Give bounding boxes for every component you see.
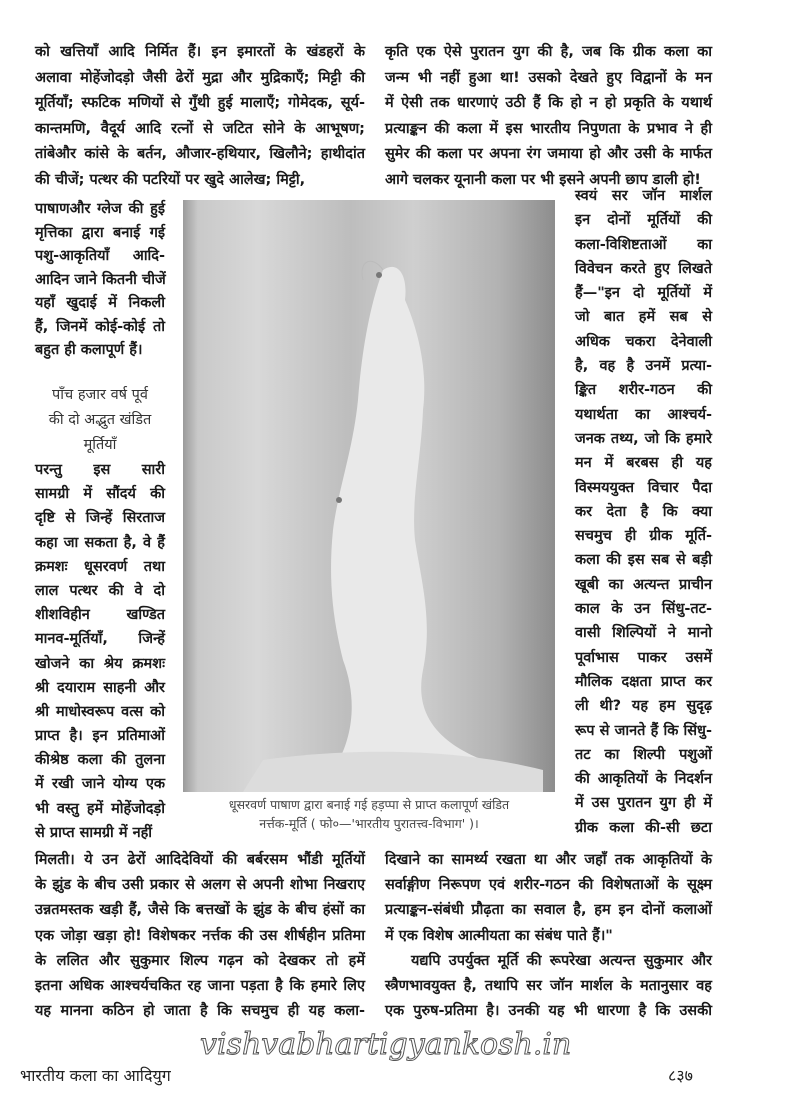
text-line: यद्यपि उपर्युक्त मूर्ति की रूपरेखा अत्यन्त सुकुमार और <box>411 953 712 969</box>
text-line: श्री माधोस्वरूप वत्स को <box>35 703 165 720</box>
text-line: कहा जा सकता है, वे हैं <box>35 534 165 551</box>
text-line: में ऐसी तक धारणाएं उठी हैं कि हो न हो प्रकृति के यथार्थ <box>385 95 712 111</box>
text-line: को खत्तियाँ आदि निर्मित हैं। इन इमारतों के खंडहरों के <box>35 44 365 60</box>
text-line: पाषाणऔर ग्लेज की हुई <box>35 201 165 217</box>
text-line: मूर्तियाँ <box>83 437 117 453</box>
text-line: मानव-मूर्तियाँ, जिन्हें <box>35 631 165 648</box>
text-line: खूबी का अत्यन्त प्राचीन <box>575 576 712 593</box>
paragraph-bottom-left <box>35 848 365 1024</box>
paragraph-bottom-right-1 <box>385 848 712 949</box>
text-line: में रखी जाने योग्य एक <box>35 776 165 793</box>
text-line: हैं—"इन दो मूर्तियों में <box>575 285 712 302</box>
text-line: में एक विशेष आत्मीयता का संबंध पाते हैं।" <box>385 927 613 944</box>
text-line: कला की इस सब से बड़ी <box>575 552 712 569</box>
text-line: मौलिक दक्षता प्राप्त कर <box>575 673 712 690</box>
text-line: मिलती। ये उन ढेरों आदिदेवियों की बर्बरसम भौंडी मूर्तियों <box>35 852 365 868</box>
text-line: कर देता है कि क्या <box>575 503 712 520</box>
text-line: इतना अधिक आश्चर्यचकित रह जाना पड़ता है कि हमारे लिए <box>35 977 365 994</box>
text-line: पूर्वाभास पाकर उसमें <box>575 649 712 666</box>
text-line: परन्तु इस सारी <box>35 462 165 478</box>
text-line: अधिक चकरा देनेवाली <box>575 333 712 350</box>
text-line: कीश्रेष्ठ कला की तुलना <box>35 752 165 769</box>
text-line: की चीजें; पत्थर की पटरियों पर खुदे आलेख; मिट्टी, <box>35 171 306 188</box>
text-line: क्रमशः धूसरवर्ण तथा <box>35 558 165 575</box>
paragraph-left-narrow-2 <box>35 458 165 845</box>
text-line: प्राप्त है। इन प्रतिमाओं <box>35 728 165 745</box>
caption-line: नर्त्तक-मूर्ति ( फो०—'भारतीय पुरातत्त्व-विभाग' )। <box>259 816 479 831</box>
paragraph-left-narrow-1 <box>35 198 165 363</box>
text-line: विस्मययुक्त विचार पैदा <box>575 479 712 496</box>
text-line: मन में बरबस ही यह <box>575 455 712 472</box>
text-line: श्री दयाराम साहनी और <box>35 679 165 696</box>
text-line: सामग्री में सौंदर्य की <box>35 486 165 503</box>
paragraph-top-left <box>35 40 365 193</box>
text-line: सुमेर की कला पर अपना रंग जमाया हो और उसी के मार्फत <box>385 146 712 162</box>
text-line: दिखाने का सामर्थ्य रखता था और जहाँ तक आकृतियों के <box>385 852 712 868</box>
text-line: ग्रीक कला की-सी छटा <box>575 819 712 836</box>
text-line: हैं, जिनमें कोई-कोई तो <box>35 318 165 335</box>
text-line: स्त्रैणभावयुक्त है, तथापि सर जॉन मार्शल के मतानुसार वह <box>385 978 712 995</box>
text-line: सचमुच ही ग्रीक मूर्ति- <box>575 528 712 545</box>
text-line: पाँच हजार वर्ष पूर्व <box>52 387 148 403</box>
text-line: प्रत्याङ्कन-संबंधी प्रौढ़ता का सवाल है, हम इन दोनों कलाओं <box>385 902 712 919</box>
section-heading <box>35 383 165 458</box>
text-line: आगे चलकर यूनानी कला पर भी इसने अपनी छाप डाली हो! <box>385 171 701 188</box>
text-line: खोजने का श्रेय क्रमशः <box>35 655 165 672</box>
text-line: अलावा मोहेंजोदड़ो जैसी ढेरों मुद्रा और मुद्रिकाएँ; मिट्टी की <box>35 69 365 86</box>
text-line: है, वह है उनमें प्रत्या- <box>575 358 712 375</box>
text-line: एक जोड़ा खड़ा हो! विशेषकर नर्त्तक की उस शीर्षहीन प्रतिमा <box>35 927 365 944</box>
text-line: कला-विशिष्टताओं का <box>575 236 712 253</box>
dancer-torso-image <box>183 200 555 792</box>
text-line: भी वस्तु हमें मोहेंजोदड़ो <box>35 800 165 817</box>
text-line: जन्म भी नहीं हुआ था! उसको देखते हुए विद्वानों के मन <box>385 69 712 86</box>
text-line: इन दोनों मूर्तियों की <box>575 212 712 229</box>
text-line: वासी शिल्पियों ने मानो <box>575 625 712 642</box>
watermark: vishvabhartigyankosh.in <box>200 1027 572 1062</box>
text-line: सर्वाङ्गीण निरूपण एवं शरीर-गठन की विशेषताओं के सूक्ष्म <box>385 877 712 894</box>
text-line: के झुंड के बीच उसी प्रकार से अलग से अपनी शोभा निखराए <box>35 877 365 894</box>
text-line: यह मानना कठिन हो जाता है कि सचमुच ही यह कला- <box>35 1003 365 1020</box>
text-line: कान्तमणि, वैदूर्य आदि रत्नों से जटित सोने के आभूषण; <box>35 120 365 137</box>
figure-caption <box>183 795 555 833</box>
text-line: जो बात हमें सब से <box>575 309 712 326</box>
text-line: एक पुरुष-प्रतिमा है। उनकी यह भी धारणा है कि उसकी <box>385 1003 712 1020</box>
text-line: स्वयं सर जॉन मार्शल <box>575 188 712 204</box>
text-line: जनक तथ्य, जो कि हमारे <box>575 430 712 447</box>
text-line: तट का शिल्पी पशुओं <box>575 746 712 763</box>
running-title: भारतीय कला का आदियुग <box>20 1066 171 1085</box>
text-line: दृष्टि से जिन्हें सिरताज <box>35 510 165 527</box>
text-line: की आकृतियों के निदर्शन <box>575 771 712 788</box>
paragraph-bottom-right-2 <box>385 949 712 1025</box>
text-line: यथार्थता का आश्चर्य- <box>575 406 712 423</box>
text-line: बहुत ही कलापूर्ण हैं। <box>35 342 143 358</box>
text-line: उन्नतमस्तक खड़ी हैं, जैसे कि बत्तखों के झुंड के बीच हंसों का <box>35 902 365 919</box>
page-number: ८३७ <box>668 1066 693 1085</box>
text-line: ङ्कित शरीर-गठन की <box>575 382 712 399</box>
text-line: के ललित और सुकुमार शिल्प गढ़न को देखकर तो हमें <box>35 952 365 969</box>
text-line: रूप से जानते हैं कि सिंधु- <box>575 722 712 739</box>
text-line: तांबेऔर कांसे के बर्तन, औजार-हथियार, खिलौने; हाथीदांत <box>35 146 365 162</box>
text-line: में उस पुरातन युग ही में <box>575 795 712 812</box>
text-line: यहाँ खुदाई में निकली <box>35 295 165 311</box>
text-line: पशु-आकृतियाँ आदि- <box>35 248 165 264</box>
text-line: से प्राप्त सामग्री में नहीं <box>35 824 153 841</box>
paragraph-top-right <box>385 40 712 193</box>
text-line: कृति एक ऐसे पुरातन युग की है, जब कि ग्रीक कला का <box>385 44 712 60</box>
text-line: लाल पत्थर की वे दो <box>35 582 165 599</box>
paragraph-right-narrow <box>575 184 712 840</box>
sculpture-photo <box>183 200 555 792</box>
text-line: विवेचन करते हुए लिखते <box>575 260 712 277</box>
text-line: मृत्तिका द्वारा बनाई गई <box>35 224 165 241</box>
text-line: काल के उन सिंधु-तट- <box>575 601 712 618</box>
text-line: प्रत्याङ्कन की कला में इस भारतीय निपुणता के प्रभाव ने ही <box>385 120 712 137</box>
text-line: मूर्तियाँ; स्फटिक मणियों से गुँथी हुई मालाएँ; गोमेदक, सूर्य- <box>35 95 365 111</box>
caption-line: धूसरवर्ण पाषाण द्वारा बनाई गई हड़प्पा से प्राप्त कलापूर्ण खंडित <box>228 797 510 812</box>
text-line: आदिन जाने कितनी चीजें <box>35 271 166 288</box>
text-line: ली थी? यह हम सुदृढ़ <box>575 698 712 715</box>
text-line: की दो अद्भुत खंडित <box>48 412 152 428</box>
text-line: शीशविहीन खण्डित <box>35 607 165 624</box>
